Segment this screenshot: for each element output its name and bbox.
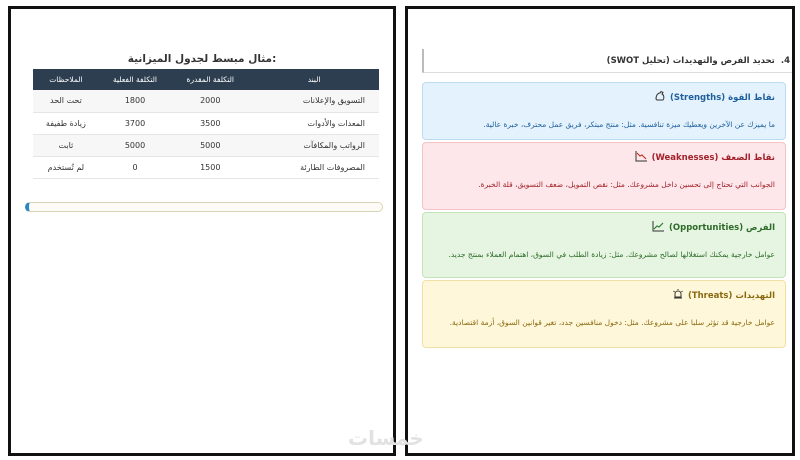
cell-estimated: 5000 (171, 134, 249, 156)
table-header-row (33, 69, 379, 90)
weaknesses-text: الجوانب التي تحتاج إلى تحسين داخل مشروعك. مثل: نقص التمويل، ضعف التسويق، قلة الخبرة. (478, 180, 775, 189)
muscle-icon (654, 90, 666, 105)
budget-table-title: مثال مبسط لجدول الميزانية: (127, 53, 277, 65)
strengths-title: نقاط القوة (Strengths) (669, 92, 775, 103)
cell-actual: 0 (99, 156, 171, 178)
cell-actual: 1800 (99, 90, 171, 112)
table-row (33, 156, 379, 178)
watermark-logo: خمسات (348, 426, 424, 450)
cell-item: التسويق والإعلانات (249, 90, 379, 112)
table-row (33, 90, 379, 112)
cell-estimated: 2000 (171, 90, 249, 112)
opportunities-title: الفرص (Opportunities) (669, 222, 775, 233)
empty-info-box (25, 202, 383, 212)
budget-table (33, 69, 379, 179)
cell-notes: ثابت (33, 134, 99, 156)
chart-down-icon (635, 150, 648, 165)
header-item: البند (249, 69, 379, 90)
cell-actual: 3700 (99, 112, 171, 134)
cell-notes: تحت الحد (33, 90, 99, 112)
threats-title: التهديدات (Threats) (687, 290, 775, 301)
cell-estimated: 1500 (171, 156, 249, 178)
cell-estimated: 3500 (171, 112, 249, 134)
cell-item: المصروفات الطارئة (249, 156, 379, 178)
cell-item: الرواتب والمكافآت (249, 134, 379, 156)
cell-actual: 5000 (99, 134, 171, 156)
header-estimated-cost: التكلفة المقدرة (171, 69, 249, 90)
table-row (33, 134, 379, 156)
cell-item: المعدات والأدوات (249, 112, 379, 134)
alarm-icon (672, 288, 684, 303)
table-row (33, 112, 379, 134)
header-actual-cost: التكلفة الفعلية (99, 69, 171, 90)
weaknesses-card (422, 142, 786, 210)
opportunities-card (422, 212, 786, 278)
threats-card (422, 280, 786, 348)
strengths-card (422, 82, 786, 140)
budget-page (8, 6, 396, 456)
weaknesses-title: نقاط الضعف (Weaknesses) (651, 152, 775, 163)
swot-page (405, 6, 795, 456)
opportunities-text: عوامل خارجية يمكنك استغلالها لصالح مشروعك. مثل: زيادة الطلب في السوق، اهتمام العملاء بمنتج جديد. (448, 250, 775, 259)
header-notes: الملاحظات (33, 69, 99, 90)
cell-notes: لم تُستخدم (33, 156, 99, 178)
chart-up-icon (652, 220, 665, 235)
section-heading-text: تحديد الفرص والتهديدات (تحليل SWOT) (606, 56, 775, 66)
threats-text: عوامل خارجية قد تؤثر سلبا على مشروعك. مثل: دخول منافسين جدد، تغير قوانين السوق، أزمة اقتصادية. (449, 318, 775, 327)
section-number: 4. (780, 56, 790, 66)
swot-section-heading (422, 49, 792, 73)
cell-notes: زيادة طفيفة (33, 112, 99, 134)
strengths-text: ما يميزك عن الآخرين ويعطيك ميزة تنافسية. مثل: منتج مبتكر، فريق عمل محترف، خبرة عالية. (483, 120, 775, 129)
